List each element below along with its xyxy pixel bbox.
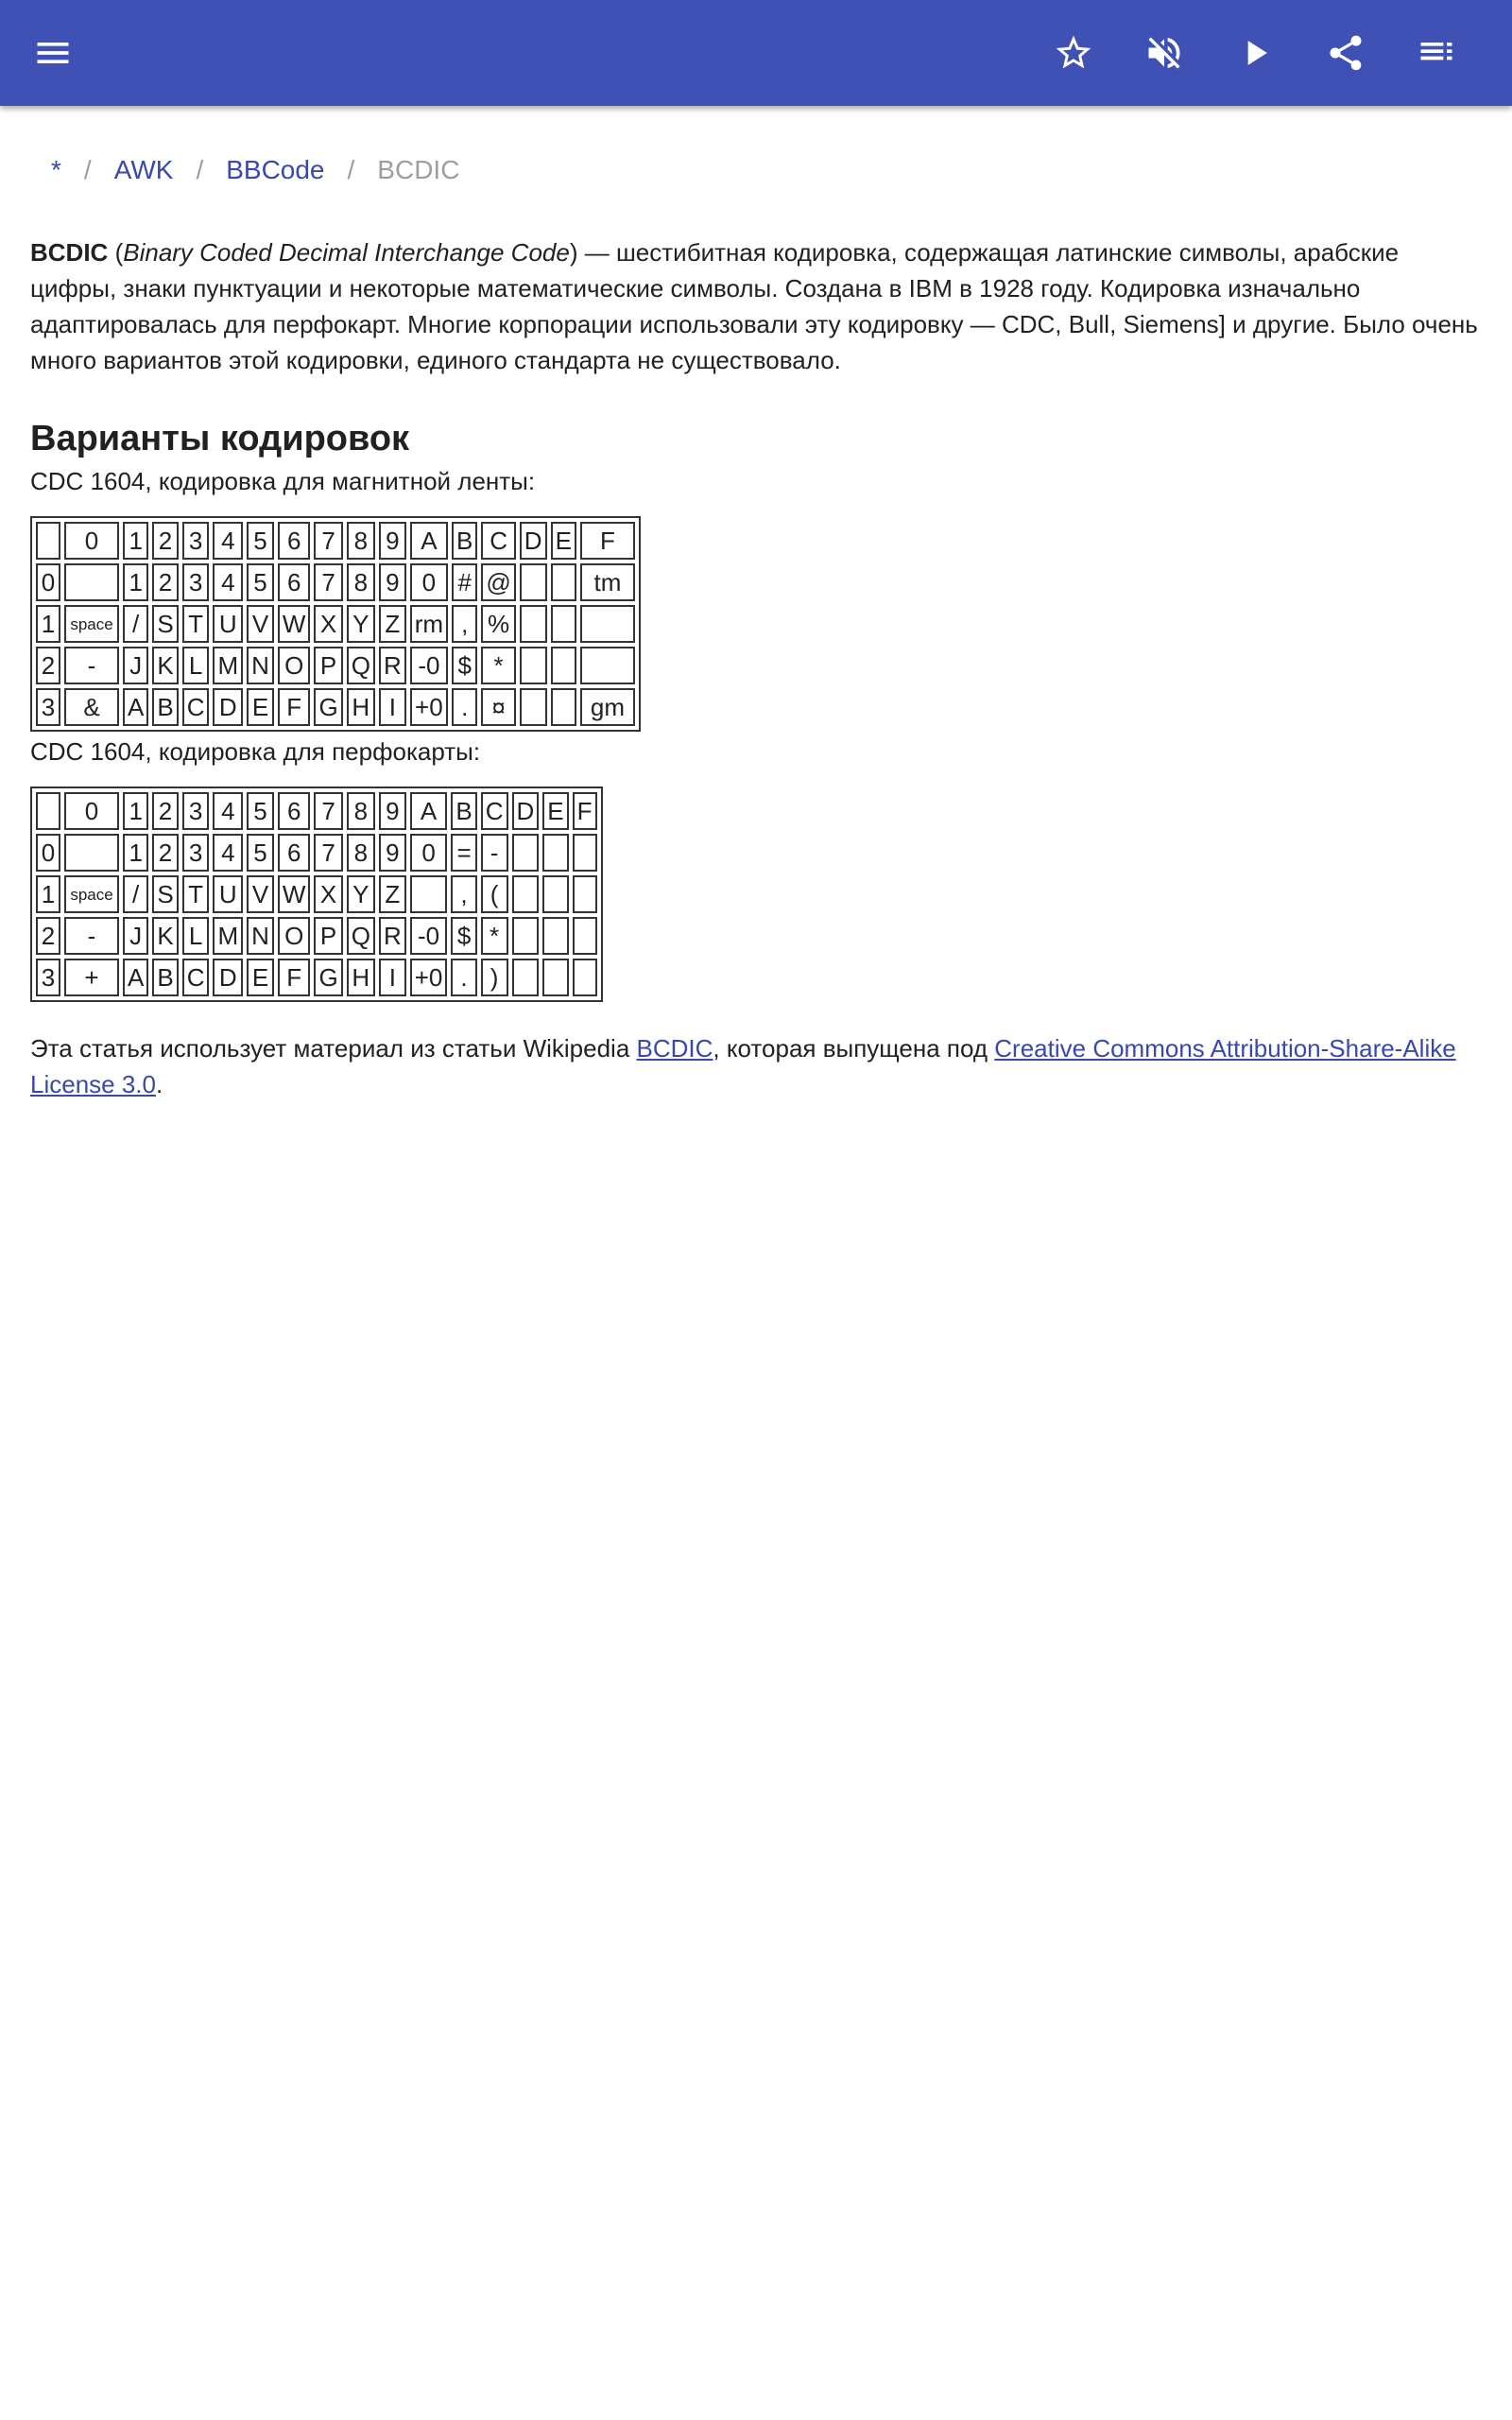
table-header-cell: 3 [182, 792, 210, 830]
table-cell: X [314, 605, 342, 643]
table-cell: K [152, 917, 178, 955]
share-icon [1325, 32, 1366, 74]
breadcrumb-separator: / [196, 155, 204, 184]
breadcrumb-link-home[interactable]: * [51, 155, 61, 184]
table-cell: -0 [410, 917, 448, 955]
table-cell: +0 [410, 959, 448, 996]
table-cell: , [451, 875, 476, 913]
table-cell: / [123, 605, 148, 643]
table-header-cell: 1 [123, 522, 148, 560]
bookmark-button[interactable] [1040, 19, 1108, 87]
table-row-header-cell: 0 [36, 834, 60, 872]
article-content [30, 151, 1486, 1102]
table-row [36, 834, 597, 872]
table-cell: 6 [278, 834, 311, 872]
table-cell: 4 [213, 834, 243, 872]
table-row [36, 917, 597, 955]
table-header-cell: E [542, 792, 568, 830]
menu-icon [32, 32, 74, 74]
table-cell [573, 959, 597, 996]
table-header-cell: 1 [123, 792, 148, 830]
table-cell: - [64, 647, 119, 684]
table-cell: T [182, 875, 210, 913]
wikipedia-article-link[interactable]: BCDIC [636, 1034, 713, 1063]
table-cell: U [213, 605, 243, 643]
table-cell: 5 [247, 563, 274, 601]
table-cell [520, 647, 547, 684]
table-cell: rm [410, 605, 448, 643]
table-header-cell: 5 [247, 792, 274, 830]
table-cell: G [314, 959, 342, 996]
table-cell: $ [452, 647, 477, 684]
table-cell: . [451, 959, 476, 996]
table-cell: / [123, 875, 148, 913]
table-header-cell: E [551, 522, 576, 560]
table-cell: ) [481, 959, 508, 996]
table-cell: $ [451, 917, 476, 955]
attribution-suffix: . [155, 1070, 163, 1098]
table-cell [512, 875, 540, 913]
table-row [36, 792, 597, 830]
table-row [36, 875, 597, 913]
table-cell: D [213, 959, 243, 996]
table-cell: W [278, 605, 311, 643]
table-cell [551, 563, 576, 601]
table-cell: 5 [247, 834, 274, 872]
table-cell: 4 [213, 563, 243, 601]
table-cell: 9 [379, 563, 406, 601]
table-cell: E [247, 688, 274, 726]
table-cell: @ [481, 563, 515, 601]
table-header-cell: C [481, 522, 515, 560]
table-row-header-cell: 1 [36, 875, 60, 913]
table-row-header-cell: 3 [36, 959, 60, 996]
table-cell: 3 [182, 834, 210, 872]
table-header-cell: 2 [152, 522, 178, 560]
table-cell: 2 [152, 563, 178, 601]
table-cell: L [182, 647, 210, 684]
table-cell: J [123, 917, 148, 955]
table-cell: T [182, 605, 210, 643]
table-cell: E [247, 959, 274, 996]
table-header-cell: 7 [314, 522, 342, 560]
table-cell: R [379, 917, 406, 955]
table-cell: 8 [347, 834, 375, 872]
table-row-header-cell: 2 [36, 647, 60, 684]
table-cell: - [64, 917, 119, 955]
intro-expansion: Binary Coded Decimal Interchange Code [123, 238, 570, 267]
table-row [36, 605, 635, 643]
table-cell: H [347, 959, 375, 996]
intro-text: ) — шестибитная кодировка, содержащая латинские символы, арабские цифры, знаки пунктуации и некоторые математические символы. Создана в IBM в 1928 году. Кодировка изначально адаптировалась для перфокарт. Многие корпорации использовали эту кодировку — CDC, Bull, Siemens] и другие. Было очень много вариантов этой кодировки, единого стандарта не существовало. [30, 238, 1478, 374]
share-button[interactable] [1312, 19, 1380, 87]
table-cell [410, 875, 448, 913]
table-cell: Q [347, 647, 375, 684]
table-cell: O [278, 917, 311, 955]
table-row [36, 688, 635, 726]
table-header-cell: A [410, 522, 448, 560]
table-cell: M [213, 647, 243, 684]
volume-off-icon [1143, 32, 1185, 74]
table-cell: 1 [123, 563, 148, 601]
table-cell: ¤ [481, 688, 515, 726]
table-cell: % [481, 605, 515, 643]
table-header-cell: F [580, 522, 635, 560]
table-header-cell: 4 [213, 522, 243, 560]
table-cell [512, 917, 540, 955]
table-cell: I [379, 959, 406, 996]
table-cell: N [247, 647, 274, 684]
play-button[interactable] [1221, 19, 1289, 87]
table-header-cell: 0 [64, 522, 119, 560]
breadcrumb-separator: / [347, 155, 355, 184]
table-cell: P [314, 647, 342, 684]
table-cell: X [314, 875, 342, 913]
table-cell: - [481, 834, 508, 872]
table-cell: tm [580, 563, 635, 601]
table-cell [512, 959, 540, 996]
table-cell [512, 834, 540, 872]
table-header-cell: 0 [64, 792, 119, 830]
table-cell: ( [481, 875, 508, 913]
breadcrumb-link-awk[interactable]: AWK [113, 155, 174, 184]
tape-table-caption: CDC 1604, кодировка для магнитной ленты: [30, 467, 536, 495]
table-cell: A [123, 959, 148, 996]
table-row [36, 959, 597, 996]
table-cell: V [247, 875, 274, 913]
table-row-header-cell: 2 [36, 917, 60, 955]
section-heading: Варианты кодировок [30, 419, 410, 458]
table-cell: space [64, 875, 119, 913]
table-header-cell: 9 [379, 522, 406, 560]
intro-paren: ( [108, 238, 124, 267]
table-header-cell: B [451, 792, 476, 830]
table-cell: Y [347, 605, 375, 643]
table-cell: F [278, 959, 311, 996]
breadcrumb [51, 151, 1486, 189]
table-cell: # [452, 563, 477, 601]
card-table-caption: CDC 1604, кодировка для перфокарты: [30, 737, 481, 766]
table-cell: A [123, 688, 148, 726]
table-cell: J [123, 647, 148, 684]
table-header-cell: 2 [152, 792, 178, 830]
table-cell: Y [347, 875, 375, 913]
table-cell [542, 917, 568, 955]
table-cell: V [247, 605, 274, 643]
menu-button[interactable] [19, 19, 87, 87]
table-row-header-cell: 3 [36, 688, 60, 726]
table-cell: N [247, 917, 274, 955]
table-cell: * [481, 917, 508, 955]
table-cell: 6 [278, 563, 311, 601]
table-cell [542, 834, 568, 872]
table-row [36, 647, 635, 684]
table-cell: gm [580, 688, 635, 726]
table-row [36, 563, 635, 601]
table-header-cell [36, 522, 60, 560]
table-cell [551, 688, 576, 726]
table-cell: = [451, 834, 476, 872]
play-icon [1234, 32, 1276, 74]
table-cell: W [278, 875, 311, 913]
table-header-cell: 6 [278, 522, 311, 560]
contents-button[interactable] [1402, 19, 1470, 87]
table-header-cell: B [452, 522, 477, 560]
table-cell: P [314, 917, 342, 955]
table-cell [573, 875, 597, 913]
table-cell: 7 [314, 834, 342, 872]
table-cell [520, 605, 547, 643]
table-header-cell: D [512, 792, 540, 830]
table-cell: 1 [123, 834, 148, 872]
breadcrumb-current: BCDIC [377, 155, 460, 184]
table-cell: S [152, 605, 178, 643]
playlist-icon [1416, 32, 1457, 74]
card-encoding-table [30, 786, 603, 1002]
intro-term: BCDIC [30, 238, 109, 267]
table-cell: 9 [379, 834, 406, 872]
table-cell: 0 [410, 834, 448, 872]
table-cell: S [152, 875, 178, 913]
table-cell: 8 [347, 563, 375, 601]
license-link[interactable]: Creative Commons Attribution-Share-Alike License 3.0 [30, 1034, 1456, 1098]
table-header-cell: A [410, 792, 448, 830]
table-header-cell: 5 [247, 522, 274, 560]
table-cell [542, 875, 568, 913]
table-cell: * [481, 647, 515, 684]
table-cell [573, 917, 597, 955]
table-cell: B [152, 959, 178, 996]
table-cell: Z [379, 875, 406, 913]
table-cell: . [452, 688, 477, 726]
table-cell: 7 [314, 563, 342, 601]
star-outline-icon [1053, 32, 1094, 74]
table-cell: H [347, 688, 375, 726]
table-cell: R [379, 647, 406, 684]
table-header-cell: 8 [347, 792, 375, 830]
table-cell: Z [379, 605, 406, 643]
table-cell: , [452, 605, 477, 643]
table-cell: D [213, 688, 243, 726]
table-cell: 2 [152, 834, 178, 872]
table-cell: C [182, 959, 210, 996]
table-cell: O [278, 647, 311, 684]
table-cell: Q [347, 917, 375, 955]
table-cell [580, 647, 635, 684]
table-cell: 0 [410, 563, 448, 601]
table-cell: F [278, 688, 311, 726]
table-cell: I [379, 688, 406, 726]
table-cell [551, 647, 576, 684]
table-cell [573, 834, 597, 872]
table-cell: +0 [410, 688, 448, 726]
table-cell: -0 [410, 647, 448, 684]
table-row-header-cell: 0 [36, 563, 60, 601]
breadcrumb-link-bbcode[interactable]: BBCode [226, 155, 325, 184]
attribution-note [30, 1030, 1486, 1102]
table-cell [551, 605, 576, 643]
table-header-cell: 4 [213, 792, 243, 830]
table-cell [520, 563, 547, 601]
table-cell: B [152, 688, 178, 726]
table-cell: C [182, 688, 210, 726]
table-header-cell: 9 [379, 792, 406, 830]
table-cell: U [213, 875, 243, 913]
table-cell: G [314, 688, 342, 726]
table-cell: & [64, 688, 119, 726]
table-cell: + [64, 959, 119, 996]
attribution-prefix: Эта статья использует материал из статьи Wikipedia [30, 1034, 637, 1063]
table-header-cell: 3 [182, 522, 210, 560]
breadcrumb-separator: / [83, 155, 92, 184]
mute-button[interactable] [1130, 19, 1198, 87]
table-cell [580, 605, 635, 643]
table-row-header-cell: 1 [36, 605, 60, 643]
table-cell [542, 959, 568, 996]
table-cell: space [64, 605, 119, 643]
table-header-cell [36, 792, 60, 830]
table-header-cell: 7 [314, 792, 342, 830]
table-header-cell: F [573, 792, 597, 830]
table-cell: 3 [182, 563, 210, 601]
table-cell: K [152, 647, 178, 684]
table-cell [520, 688, 547, 726]
intro-paragraph [30, 234, 1486, 378]
tape-encoding-table [30, 516, 641, 732]
table-cell: L [182, 917, 210, 955]
table-cell [64, 563, 119, 601]
attribution-middle: , которая выпущена под [713, 1034, 995, 1063]
table-row [36, 522, 635, 560]
app-bar [0, 0, 1512, 106]
table-header-cell: 8 [347, 522, 375, 560]
table-cell [64, 834, 119, 872]
table-cell: M [213, 917, 243, 955]
table-header-cell: D [520, 522, 547, 560]
table-header-cell: 6 [278, 792, 311, 830]
table-header-cell: C [481, 792, 508, 830]
